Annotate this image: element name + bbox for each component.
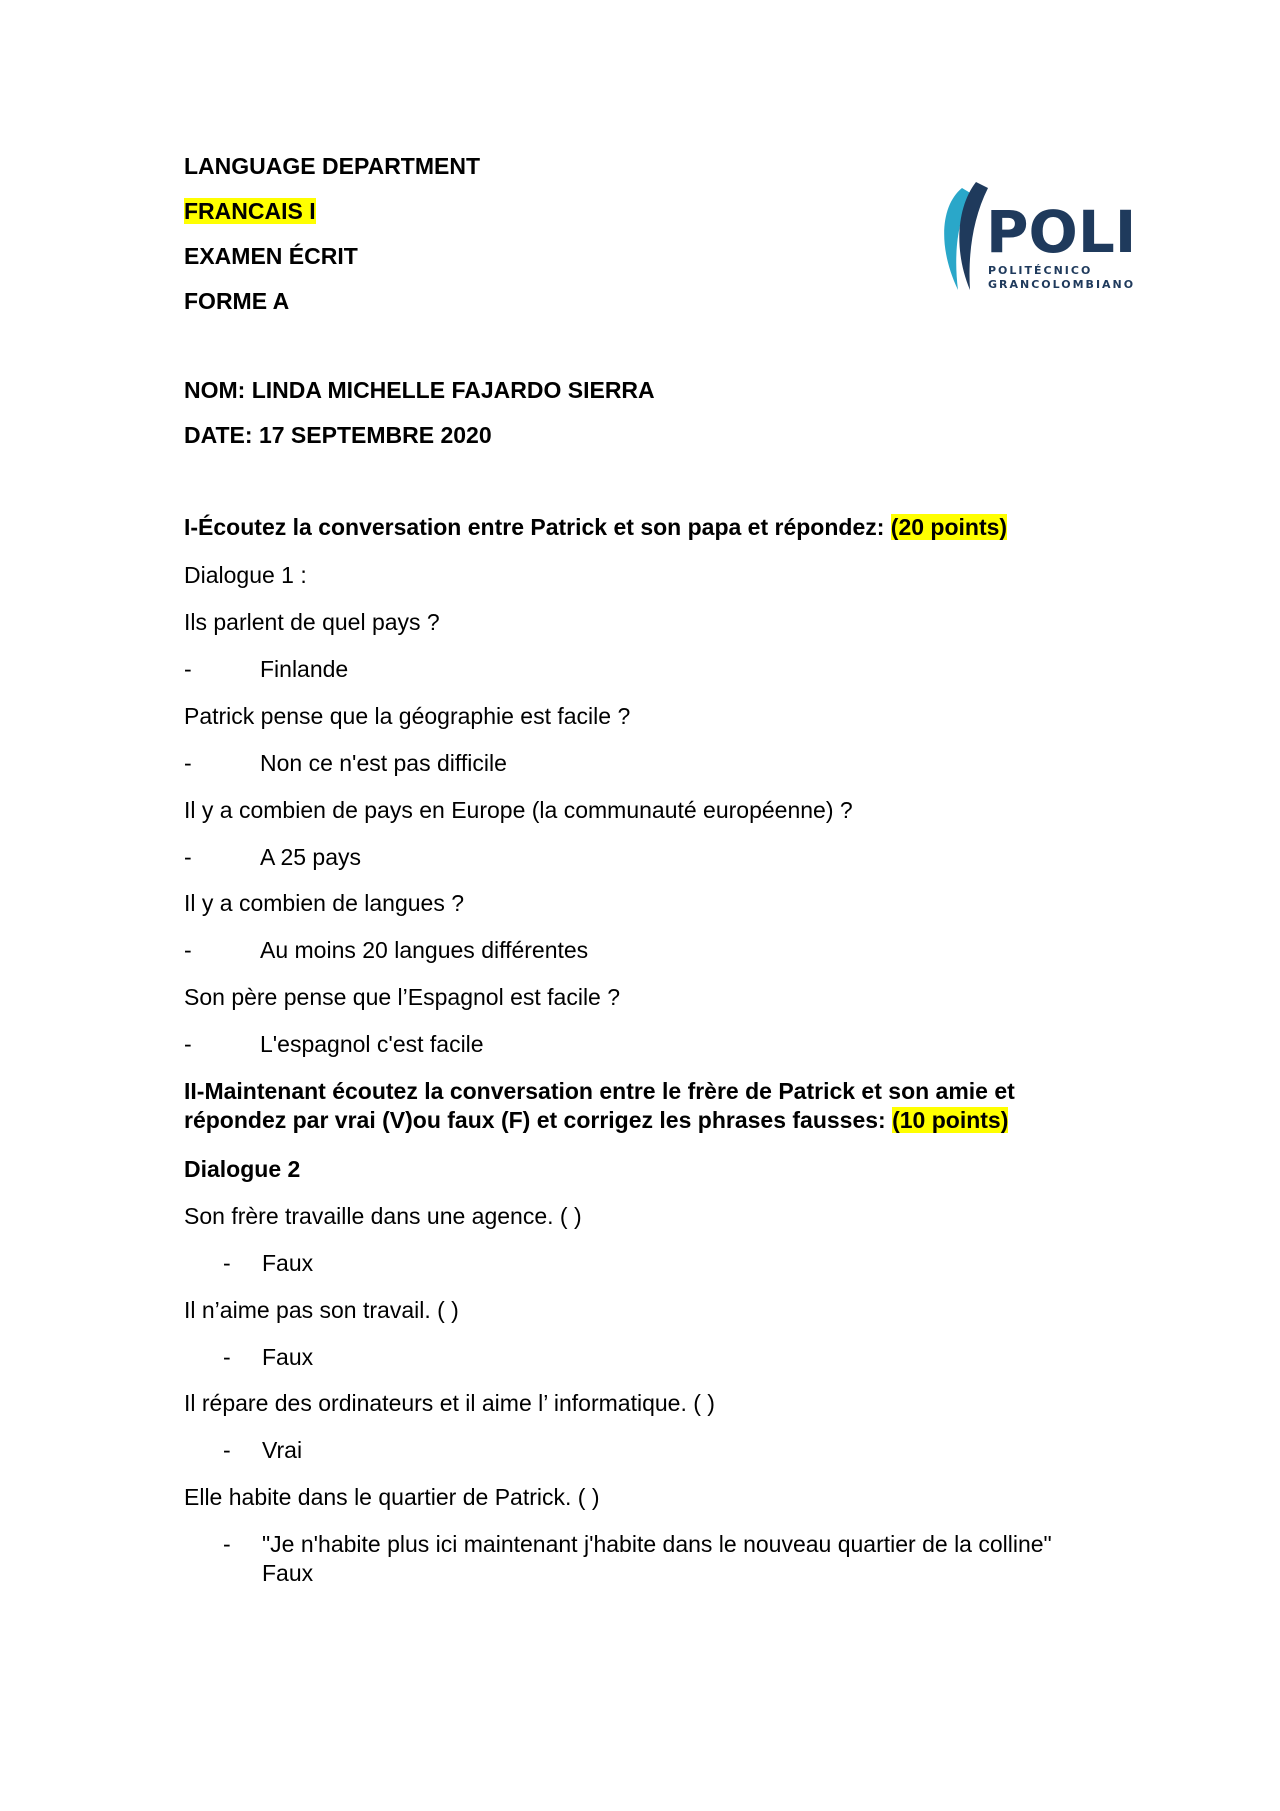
exam-date: DATE: 17 SEPTEMBRE 2020 xyxy=(184,422,492,448)
answer: Vrai xyxy=(262,1437,303,1463)
section1-points: (20 points) xyxy=(890,514,1008,540)
question: Elle habite dans le quartier de Patrick. ( ) xyxy=(184,1484,600,1510)
answer-dash: - xyxy=(223,1250,231,1276)
answer xyxy=(262,1530,1122,1588)
answer-dash: - xyxy=(223,1531,231,1557)
logo-line2: GRANCOLOMBIANO xyxy=(988,278,1136,291)
answer: Finlande xyxy=(260,656,349,682)
section2-title-line2 xyxy=(184,1106,1084,1135)
answer-dash: - xyxy=(184,937,192,963)
section1-title-text: I-Écoutez la conversation entre Patrick et son papa et répondez: xyxy=(184,514,885,540)
answer: Au moins 20 langues différentes xyxy=(260,937,589,963)
question: Patrick pense que la géographie est facile ? xyxy=(184,703,631,729)
logo-line1: POLITÉCNICO xyxy=(988,264,1093,277)
section2-points: (10 points) xyxy=(892,1107,1009,1133)
poli-logo xyxy=(932,178,1142,298)
question: Son père pense que l’Espagnol est facile ? xyxy=(184,984,621,1010)
answer-dash: - xyxy=(184,656,192,682)
logo-wordmark: POLI xyxy=(986,198,1137,266)
student-name: NOM: LINDA MICHELLE FAJARDO SIERRA xyxy=(184,377,655,403)
answer-dash: - xyxy=(184,844,192,870)
answer-verdict: Faux xyxy=(262,1560,314,1586)
dialogue1-label: Dialogue 1 : xyxy=(184,562,307,588)
answer-dash: - xyxy=(184,1031,192,1057)
dialogue2-label: Dialogue 2 xyxy=(184,1156,301,1182)
answer: Faux xyxy=(262,1250,314,1276)
question: Il répare des ordinateurs et il aime l’ informatique. ( ) xyxy=(184,1390,715,1416)
answer: Faux xyxy=(262,1344,314,1370)
section1-title xyxy=(184,513,1007,541)
answer-dash: - xyxy=(184,750,192,776)
answer: Non ce n'est pas difficile xyxy=(260,750,507,776)
question: Il y a combien de pays en Europe (la communauté européenne) ? xyxy=(184,797,853,823)
section2-title-line2-text: répondez par vrai (V)ou faux (F) et corrigez les phrases fausses: xyxy=(184,1107,886,1133)
question: Ils parlent de quel pays ? xyxy=(184,609,440,635)
answer: L'espagnol c'est facile xyxy=(260,1031,484,1057)
question: Il n’aime pas son travail. ( ) xyxy=(184,1297,459,1323)
question: Son frère travaille dans une agence. ( ) xyxy=(184,1203,582,1229)
course-label xyxy=(184,197,316,225)
question: Il y a combien de langues ? xyxy=(184,890,465,916)
answer: A 25 pays xyxy=(260,844,362,870)
exam-label: EXAMEN ÉCRIT xyxy=(184,243,358,269)
section2-title xyxy=(184,1077,1084,1135)
form-label: FORME A xyxy=(184,288,290,314)
answer-dash: - xyxy=(223,1437,231,1463)
section2-title-line1: II-Maintenant écoutez la conversation entre le frère de Patrick et son amie et xyxy=(184,1078,1015,1104)
answer-dash: - xyxy=(223,1344,231,1370)
answer-quote: "Je n'habite plus ici maintenant j'habite dans le nouveau quartier de la colline" xyxy=(262,1531,1052,1557)
course-highlight: FRANCAIS I xyxy=(184,198,316,224)
poli-logo-mark-icon xyxy=(932,178,1142,298)
department-label: LANGUAGE DEPARTMENT xyxy=(184,153,481,179)
